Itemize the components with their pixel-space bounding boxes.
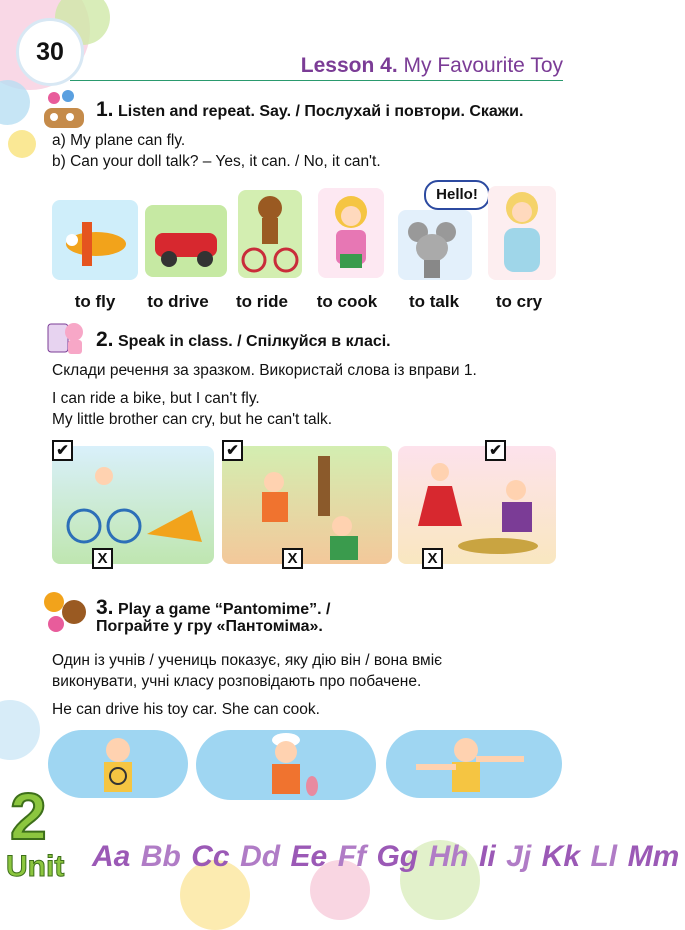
verb-label: to ride — [236, 292, 288, 311]
exercise2-task: Склади речення за зразком. Використай слова із вправи 1. — [52, 362, 477, 379]
boy-bike-picture — [52, 446, 214, 564]
check-box-icon: ✔ — [485, 440, 506, 461]
cross-box-icon: X — [282, 548, 303, 569]
check-box-icon: ✔ — [52, 440, 73, 461]
page-number: 30 — [16, 18, 84, 86]
exercise3-instruction-uk: Пограйте у гру «Пантоміма». — [96, 618, 323, 635]
verb-label: to talk — [408, 292, 460, 311]
cross-box-icon: X — [92, 548, 113, 569]
boy-driving-picture — [48, 730, 188, 798]
alphabet-letter: Cc — [191, 840, 230, 873]
boy-flying-picture — [386, 730, 562, 798]
boy-cooking-picture — [196, 730, 376, 800]
alphabet-letter: Hh — [428, 840, 469, 873]
check-box-icon: ✔ — [222, 440, 243, 461]
title-divider — [70, 80, 563, 81]
verb-label: to drive — [147, 292, 209, 311]
exercise3-task-line2: виконувати, учні класу розповідають про побачене. — [52, 673, 422, 690]
exercise2-example2: My little brother can cry, but he can't talk. — [52, 411, 333, 428]
unit-label: Unit — [6, 850, 65, 883]
cooking-doll-picture — [318, 188, 384, 278]
exercise2-instruction: Speak in class. / Спілкуйся в класі. — [117, 333, 391, 350]
speaking-icon — [44, 318, 88, 358]
alphabet-letter: Dd — [240, 840, 281, 873]
bear-on-bike-picture — [238, 190, 302, 278]
boy-tree-guitar-picture — [222, 446, 392, 564]
alphabet-letter: Kk — [541, 840, 581, 873]
exercise1-line-a: a) My plane can fly. — [52, 132, 186, 149]
decor-bubble — [0, 700, 40, 760]
lesson-title — [301, 54, 563, 78]
alphabet-letter: Ll — [590, 840, 618, 873]
verb-label: to cook — [316, 292, 378, 311]
hello-speech-bubble: Hello! — [424, 180, 490, 210]
lesson-name: My Favourite Toy — [403, 54, 563, 77]
crying-doll-picture — [488, 186, 556, 280]
exercise1-heading — [96, 98, 523, 122]
exercise1-line-b: b) Can your doll talk? – Yes, it can. / No, it can't. — [52, 153, 381, 170]
alphabet-letter: Mm — [627, 840, 680, 873]
girl-dance-cook-picture — [398, 446, 556, 564]
decor-bubble — [8, 130, 36, 158]
exercise3-example: He can drive his toy car. She can cook. — [52, 701, 320, 718]
alphabet-letter: Ee — [290, 840, 328, 873]
exercise1-instruction: Listen and repeat. Say. / Послухай і повтори. Скажи. — [117, 103, 524, 120]
exercise3-task-line1: Один із учнів / учениць показує, яку дію він / вона вміє — [52, 652, 443, 669]
verb-label: to cry — [495, 292, 543, 311]
game-icon — [40, 588, 90, 634]
unit-number: 2 — [10, 779, 47, 853]
exercise3-heading — [96, 596, 331, 620]
verb-label: to fly — [74, 292, 116, 311]
alphabet-strip — [92, 840, 685, 874]
listen-icon — [40, 88, 90, 132]
alphabet-letter: Gg — [376, 840, 419, 873]
lesson-prefix: Lesson 4. — [300, 54, 398, 77]
exercise3-instruction-en: Play a game “Pantomime”. / — [117, 601, 331, 618]
alphabet-letter: Jj — [506, 840, 532, 873]
mouse-picture — [398, 210, 472, 280]
car-picture — [145, 205, 227, 277]
exercise2-number: 2. — [96, 328, 114, 351]
exercise3-number: 3. — [96, 596, 114, 619]
plane-picture — [52, 200, 138, 280]
alphabet-letter: Aa — [92, 840, 131, 873]
alphabet-letter: Ii — [479, 840, 496, 873]
alphabet-letter: Ff — [337, 840, 367, 873]
exercise2-example1: I can ride a bike, but I can't fly. — [52, 390, 260, 407]
exercise1-number: 1. — [96, 98, 114, 121]
alphabet-letter: Bb — [140, 840, 181, 873]
exercise2-heading — [96, 328, 391, 352]
cross-box-icon: X — [422, 548, 443, 569]
